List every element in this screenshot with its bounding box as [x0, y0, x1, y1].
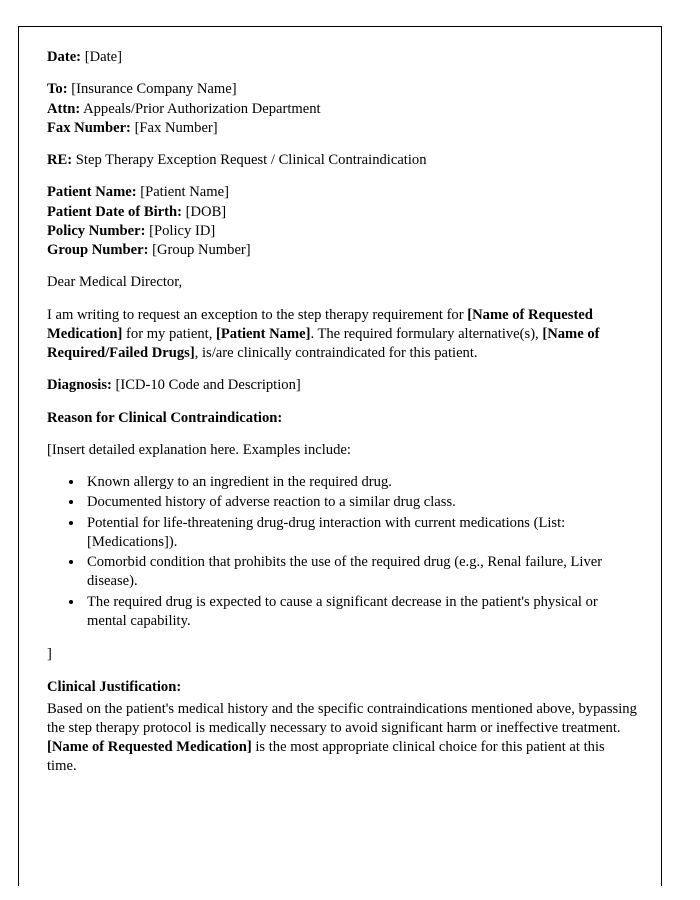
diagnosis-line — [47, 376, 637, 395]
policy-number-label: Policy Number: — [47, 222, 146, 239]
list-item: • Documented history of adverse reaction to a similar drug class. — [84, 493, 637, 512]
intro-part4: , is/are clinically contraindicated for this patient. — [194, 345, 478, 361]
patient-name-line — [47, 183, 637, 202]
group-number-value: [Group Number] — [152, 242, 251, 258]
list-item: • Comorbid condition that prohibits the use of the required drug (e.g., Renal failure, Liver disease). — [84, 553, 637, 592]
patient-info-block — [47, 183, 637, 260]
attn-line — [47, 100, 637, 119]
subject-line — [47, 151, 637, 170]
patient-dob-value: [DOB] — [185, 203, 227, 220]
diagnosis-value: [ICD-10 Code and Description] — [115, 377, 301, 394]
patient-name-value: [Patient Name] — [140, 184, 229, 201]
intro-part1: I am writing to request an exception to the step therapy requirement for — [47, 306, 468, 323]
patient-dob-label: Patient Date of Birth: — [47, 203, 182, 220]
intro-bold-medication: [Name of Requested Medication] — [47, 306, 593, 342]
subject-label: RE: — [47, 152, 73, 168]
fax-line — [47, 119, 637, 138]
to-line — [47, 80, 637, 99]
justification-paragraph — [47, 700, 637, 777]
list-item: • The required drug is expected to cause a significant decrease in the patient's physical or mental capability. — [84, 593, 637, 632]
justification-part1: Based on the patient's medical history and the specific contraindications mentioned above, bypassing the step therapy protocol is medically necessary to avoid significant harm or ineffective treatment. — [47, 700, 637, 736]
patient-dob-line — [47, 203, 637, 222]
intro-bold-required-drugs: [Name of Required/Failed Drugs] — [47, 325, 600, 361]
intro-part3: . The required formulary alternative(s), — [310, 325, 543, 342]
reason-heading: Reason for Clinical Contraindication: — [47, 409, 283, 426]
group-number-label: Group Number: — [47, 242, 149, 258]
reason-bullet-list — [47, 473, 637, 631]
date-value: [Date] — [84, 49, 122, 65]
to-label: To: — [47, 81, 68, 98]
date-line — [47, 48, 637, 67]
group-number-line — [47, 241, 637, 260]
attn-label: Attn: — [47, 100, 81, 117]
fax-label: Fax Number: — [47, 119, 131, 136]
recipient-block — [47, 80, 637, 138]
closing-bracket: ] — [47, 646, 52, 662]
justification-part2: is the most appropriate clinical choice for this patient at this time. — [47, 739, 605, 775]
patient-name-label: Patient Name: — [47, 184, 137, 201]
justification-heading: Clinical Justification: — [47, 679, 182, 696]
salutation: Dear Medical Director, — [47, 274, 183, 291]
fax-value: [Fax Number] — [134, 119, 218, 136]
policy-number-value: [Policy ID] — [149, 222, 216, 239]
justification-bold-medication: [Name of Requested Medication] — [47, 739, 252, 755]
diagnosis-label: Diagnosis: — [47, 377, 112, 394]
policy-number-line — [47, 222, 637, 241]
attn-value: Appeals/Prior Authorization Department — [83, 100, 321, 117]
list-item: • Known allergy to an ingredient in the required drug. — [84, 473, 637, 492]
to-value: [Insurance Company Name] — [71, 81, 237, 98]
list-item: • Potential for life-threatening drug-drug interaction with current medications (List: [Medications]). — [84, 514, 637, 553]
date-label: Date: — [47, 49, 82, 65]
subject-value: Step Therapy Exception Request / Clinical Contraindication — [75, 152, 427, 168]
intro-paragraph — [47, 306, 637, 364]
letter-body — [47, 48, 637, 790]
intro-bold-patient: [Patient Name] — [216, 325, 311, 342]
intro-part2: for my patient, — [122, 325, 217, 342]
reason-instruction: [Insert detailed explanation here. Examples include: — [47, 441, 351, 458]
